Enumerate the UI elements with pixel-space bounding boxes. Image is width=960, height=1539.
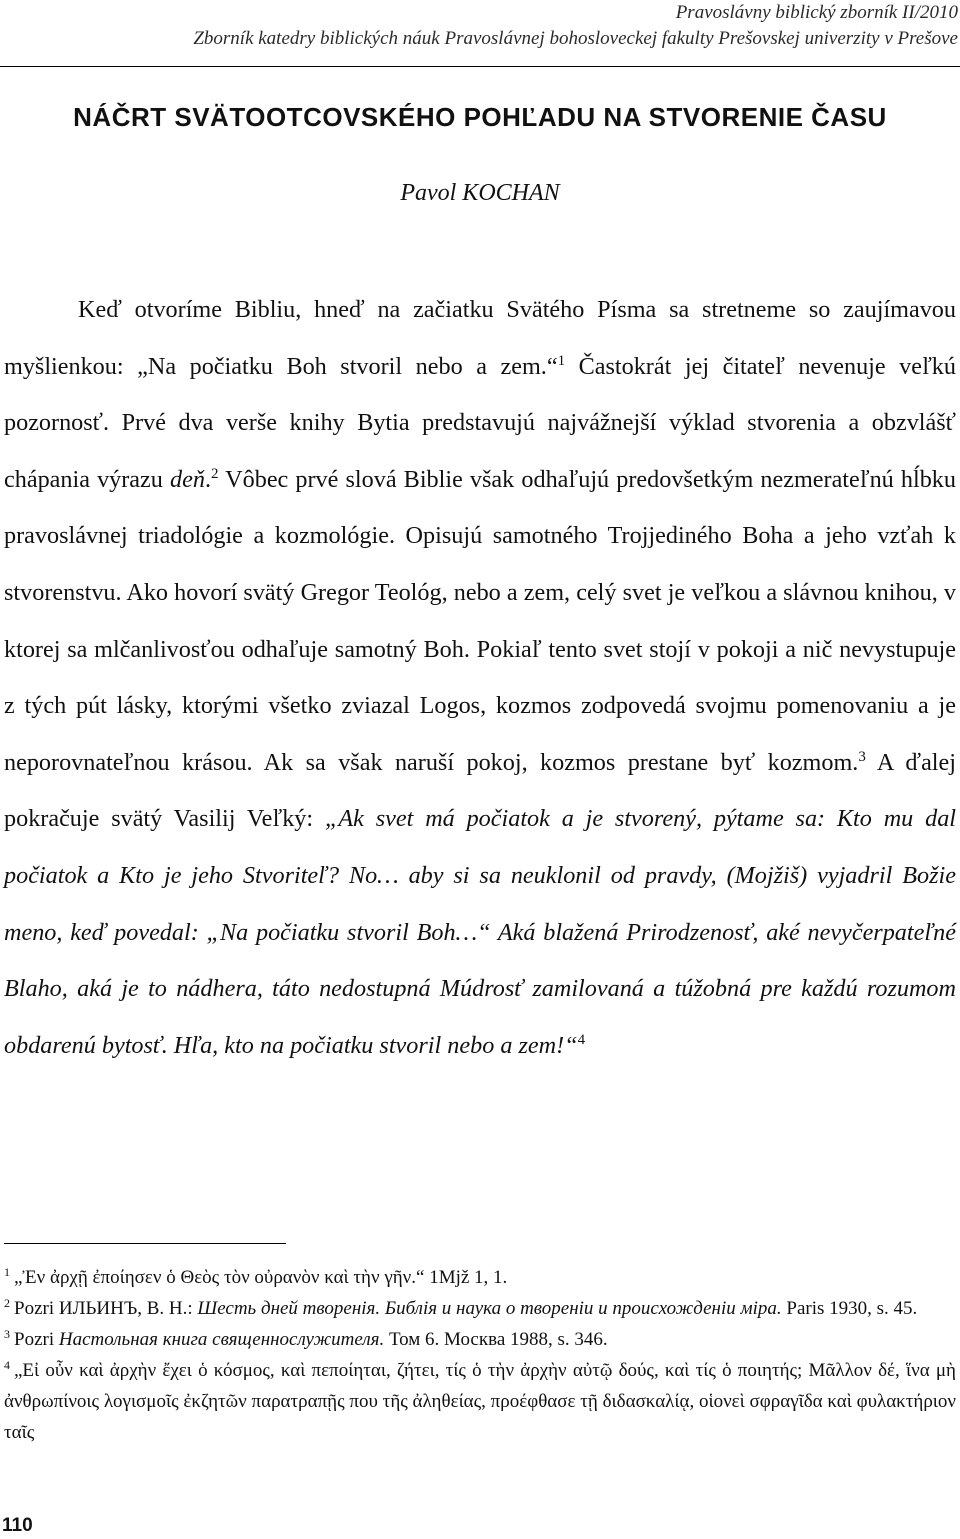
journal-title: Pravoslávny biblický zborník II/2010 xyxy=(675,2,958,23)
quotation: „Ak svet má počiatok a je stvorený, pýtame sa: Kto mu dal počiatok a Kto je jeho Stvoriteľ? No… aby si sa neuklonil od pravdy, (Mojžiš) vyjadril Božie meno, keď povedal: „Na počiatku stvoril Boh…“ Aká blažená Prirodzenosť, aké nevyčerpateľné Blaho, aká je to nádhera, táto nedostupná Múdrosť zamilovaná a túžobná pre každú rozumom obdarenú bytosť. Hľa, kto na počiatku stvoril nebo a zem!“ xyxy=(4,805,957,1059)
footnote-title: Шесть дней творенія. Библія и наука о твореніи и происхожденіи міра. xyxy=(197,1298,782,1319)
footnote-ref: 4 xyxy=(577,1031,586,1048)
footnote xyxy=(4,1293,956,1324)
footnote xyxy=(4,1262,956,1293)
footnote-ref: 3 xyxy=(858,748,866,765)
footnote-text: Pozri ИЛЬИНЪ, В. Н.: xyxy=(14,1298,198,1319)
footnote-number: 1 xyxy=(4,1264,10,1279)
footnote-number: 2 xyxy=(4,1295,10,1310)
sentence: . xyxy=(204,465,211,493)
footnote-text: „Εἰ οὖν καὶ ἀρχὴν ἔχει ὁ κόσμος, καὶ πεποίηται, ζήτει, τίς ὁ τὴν ἀρχὴν αὐτῷ δούς, καὶ τίς ὁ ποιητής; Μᾶλλον δέ, ἵνα μὴ ἀνθρωπίνοις λογισμοῖς ἐκζητῶν παρατραπῇς που τῆς ἀληθείας, προέφθασε τῇ διδασκαλίᾳ, οἱονεὶ σφραγῖδα καὶ φυλακτήριον ταῖς xyxy=(4,1360,956,1443)
footnote xyxy=(4,1355,956,1448)
running-header xyxy=(18,0,958,52)
journal-subtitle: Zborník katedry biblických náuk Pravoslávnej bohosloveckej fakulty Prešovskej univerzity v Prešove xyxy=(193,28,958,49)
article-title: NÁČRT SVÄTOOTCOVSKÉHO POHĽADU NA STVORENIE ČASU xyxy=(73,102,887,132)
sentence: Vôbec prvé slová Biblie však odhaľujú predovšetkým nezmerateľnú hĺbku pravoslávnej triadológie a kozmológie. Opisujú samotného Trojjediného Boha a jeho vzťah k stvorenstvu. Ako hovorí svätý Gregor Teológ, nebo a zem, celý svet je veľkou a slávnou knihou, v ktorej sa mlčanlivosťou odhaľuje samotný Boh. Pokiaľ tento svet stojí v pokoji a nič nevystupuje z tých pút lásky, ktorými všetko zviazal Logos, kozmos zodpovedá svojmu pomenovaniu a je neporovnateľnou krásou. Ak sa však naruší pokoj, kozmos prestane byť kozmom. xyxy=(4,465,956,776)
footnote-text: Pozri xyxy=(14,1329,59,1350)
page-number: 110 xyxy=(2,1515,33,1536)
footnote-rule xyxy=(4,1243,286,1244)
footnote-number: 3 xyxy=(4,1326,10,1341)
paragraph xyxy=(4,282,956,1074)
sentence: Keď otvoríme Bibliu, hneď na začiatku Svätého Písma sa stretneme so zaujímavou myšlienkou: „Na počiatku Boh stvoril nebo a zem.“ xyxy=(4,296,956,380)
footnotes xyxy=(4,1262,956,1448)
footnote-number: 4 xyxy=(4,1357,10,1372)
footnote-ref: 1 xyxy=(557,352,566,369)
footnote-title: Настольная книга священнослужителя. xyxy=(58,1329,385,1350)
body-text xyxy=(4,282,956,1074)
emphasis: deň xyxy=(170,465,205,493)
header-rule xyxy=(0,66,960,67)
article-author: Pavol KOCHAN xyxy=(400,180,560,206)
footnote-ref: 2 xyxy=(210,465,219,482)
sentence: A ďalej pokračuje svätý Vasilij Veľký: xyxy=(4,748,956,833)
footnote-text: Том 6. Москва 1988, s. 346. xyxy=(384,1329,608,1350)
footnote-text: Paris 1930, s. 45. xyxy=(781,1298,918,1319)
sentence: Častokrát jej čitateľ nevenuje veľkú pozornosť. Prvé dva verše knihy Bytia predstavujú najvážnejší výklad stvorenia a obzvlášť chápania výrazu xyxy=(4,352,956,493)
footnote xyxy=(4,1324,956,1355)
footnote-text: „Ἐν ἀρχῇ ἐποίησεν ὁ Θεὸς τὸν οὐρανὸν καὶ τὴν γῆν.“ 1Mjž 1, 1. xyxy=(14,1267,508,1288)
